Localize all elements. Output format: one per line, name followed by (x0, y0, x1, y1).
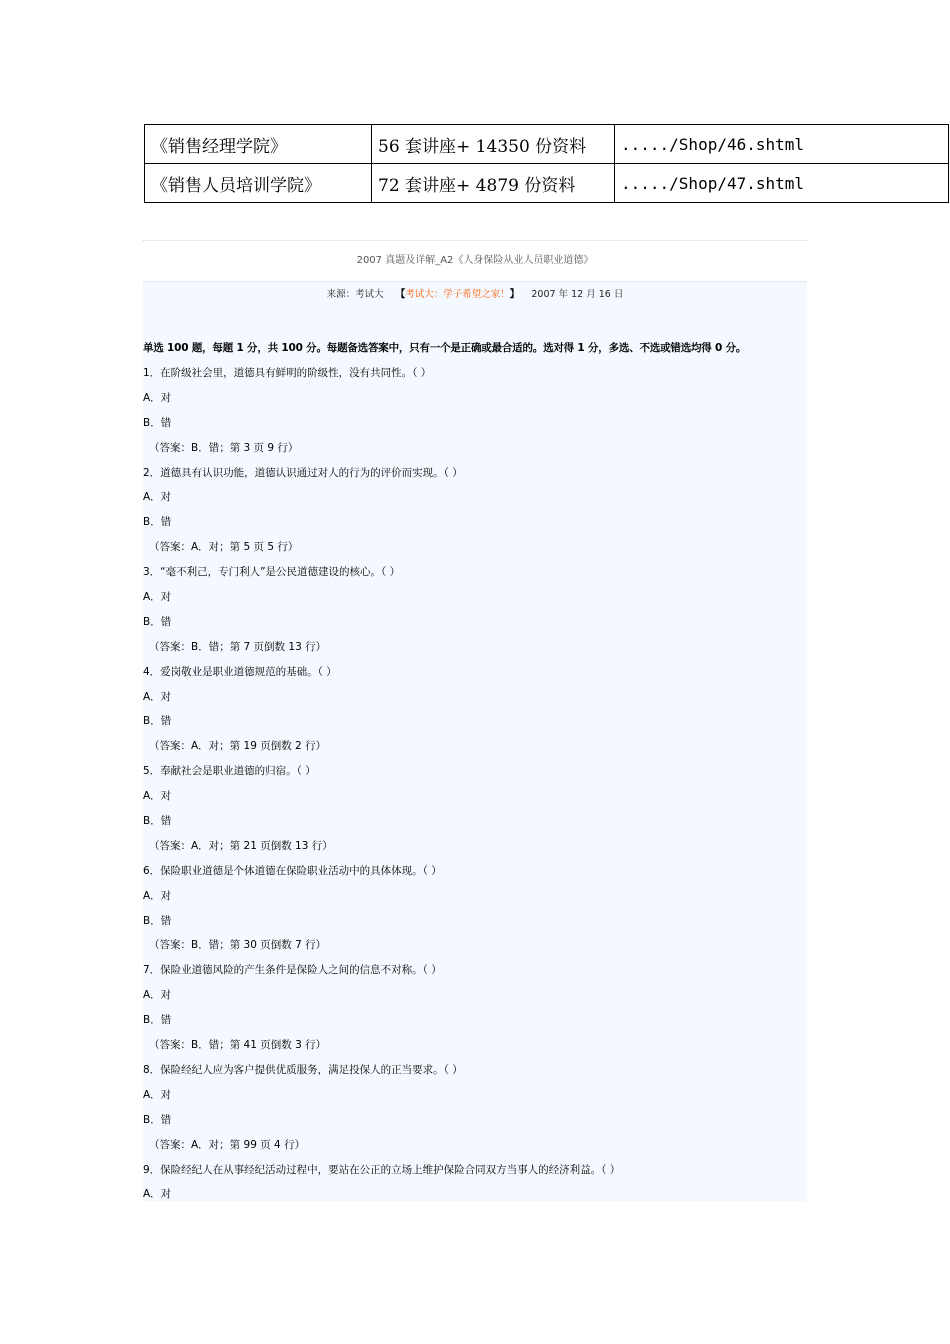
option-a: A．对 (143, 1088, 172, 1101)
option-b: B．错 (143, 715, 172, 728)
course-link[interactable]: ...../Shop/46.shtml (615, 125, 949, 164)
course-name: 《销售经理学院》 (145, 125, 372, 164)
course-link[interactable]: ...../Shop/47.shtml (615, 164, 949, 203)
exam-instructions: 单选 100 题，每题 1 分，共 100 分。每题备选答案中，只有一个是正确或最合适的。选对得 1 分，多选、不选或错选均得 0 分。 (143, 342, 747, 354)
article-date: 2007 年 12 月 16 日 (531, 289, 624, 300)
source-bracket-close: 】 (509, 289, 520, 300)
source-label: 来源：考试大 (326, 289, 384, 300)
option-b: B．错 (143, 914, 172, 927)
course-content: 56 套讲座+ 14350 份资料 (372, 125, 615, 164)
option-a: A．对 (143, 889, 172, 902)
question-text: 3．“毫不利己，专门利人”是公民道德建设的核心。（ ） (143, 566, 401, 579)
option-b: B．错 (143, 416, 172, 429)
source-site-link[interactable]: 考试大：学子希望之家！ (405, 289, 510, 300)
question-text: 1．在阶级社会里，道德具有鲜明的阶级性，没有共同性。（ ） (143, 367, 432, 379)
question-text: 6．保险职业道德是个体道德在保险职业活动中的具体体现。（ ） (143, 864, 442, 877)
answer-note: （答案：B．错；第 7 页倒数 13 行） (149, 640, 327, 653)
source-bracket-open: 【 (395, 289, 406, 300)
answer-note: （答案：A．对；第 5 页 5 行） (149, 541, 299, 554)
table-row (145, 125, 949, 164)
question-text: 7．保险业道德风险的产生条件是保险人之间的信息不对称。（ ） (143, 964, 442, 977)
option-b: B．错 (143, 615, 172, 628)
answer-note: （答案：A．对；第 99 页 4 行） (149, 1138, 306, 1151)
question-text: 9．保险经纪人在从事经纪活动过程中，要站在公正的立场上维护保险合同双方当事人的经济利益。（ ） (143, 1163, 621, 1176)
answer-note: （答案：B．错；第 30 页倒数 7 行） (149, 939, 327, 952)
question-text: 2．道德具有认识功能，道德认识通过对人的行为的评价而实现。（ ） (143, 466, 463, 479)
option-b: B．错 (143, 1014, 172, 1027)
article-body (143, 282, 807, 1201)
question-text: 5．奉献社会是职业道德的归宿。（ ） (143, 765, 316, 778)
option-a: A．对 (143, 391, 172, 404)
article-title: 2007 真题及详解_A2《人身保险从业人员职业道德》 (143, 240, 807, 282)
answer-note: （答案：B．错；第 41 页倒数 3 行） (149, 1039, 327, 1052)
answer-note: （答案：A．对；第 21 页倒数 13 行） (149, 839, 333, 852)
option-b: B．错 (143, 815, 172, 828)
option-a: A．对 (143, 989, 172, 1002)
table-row (145, 164, 949, 203)
option-b: B．错 (143, 1113, 172, 1126)
course-name: 《销售人员培训学院》 (145, 164, 372, 203)
answer-note: （答案：A．对；第 19 页倒数 2 行） (149, 740, 327, 753)
option-b: B．错 (143, 516, 172, 529)
article (143, 240, 807, 1200)
course-table (144, 124, 949, 203)
option-a: A．对 (143, 690, 172, 703)
option-a: A．对 (143, 1188, 172, 1201)
article-source (143, 282, 807, 308)
option-a: A．对 (143, 790, 172, 803)
option-a: A．对 (143, 491, 172, 504)
option-a: A．对 (143, 591, 172, 604)
answer-note: （答案：B．错；第 3 页 9 行） (149, 441, 299, 454)
question-text: 4．爱岗敬业是职业道德规范的基础。（ ） (143, 665, 337, 678)
question-text: 8．保险经纪人应为客户提供优质服务，满足投保人的正当要求。（ ） (143, 1063, 463, 1076)
course-content: 72 套讲座+ 4879 份资料 (372, 164, 615, 203)
